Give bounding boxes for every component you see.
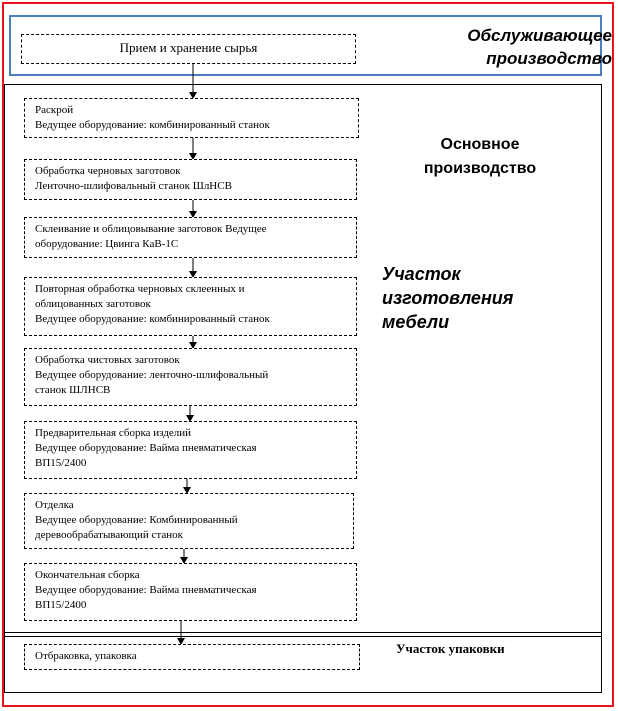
- packing-zone-label: Участок упаковки: [396, 641, 505, 656]
- step-finishing: Отделка Ведущее оборудование: Комбинированный деревообрабатывающий станок: [24, 493, 354, 549]
- step-final-assembly: Окончательная сборка Ведущее оборудование: Вайма пневматическая ВП15/2400: [24, 563, 357, 621]
- service-zone-label: Обслуживающее производство: [467, 26, 612, 68]
- furniture-zone-label: Участок изготовления мебели: [382, 264, 514, 332]
- step-raw-material: Прием и хранение сырья: [21, 34, 356, 64]
- main-zone-label: Основное производство: [423, 136, 537, 177]
- step-packing: Отбраковка, упаковка: [24, 644, 360, 670]
- step-cutting: Раскрой Ведущее оборудование: комбинированный станок: [24, 98, 359, 138]
- step-finish-processing: Обработка чистовых заготовок Ведущее оборудование: ленточно-шлифовальный станок ШЛНСВ: [24, 348, 357, 406]
- step-rough-processing: Обработка черновых заготовок Ленточно-шлифовальный станок ШлНСВ: [24, 159, 357, 200]
- step-pre-assembly: Предварительная сборка изделий Ведущее оборудование: Вайма пневматическая ВП15/2400: [24, 421, 357, 479]
- step-reprocessing: Повторная обработка черновых склеенных и облицованных заготовок Ведущее оборудование: комбинированный станок: [24, 277, 357, 336]
- step-gluing: Склеивание и облицовывание заготовок Ведущее оборудование: Цвинга КаВ-1С: [24, 217, 357, 258]
